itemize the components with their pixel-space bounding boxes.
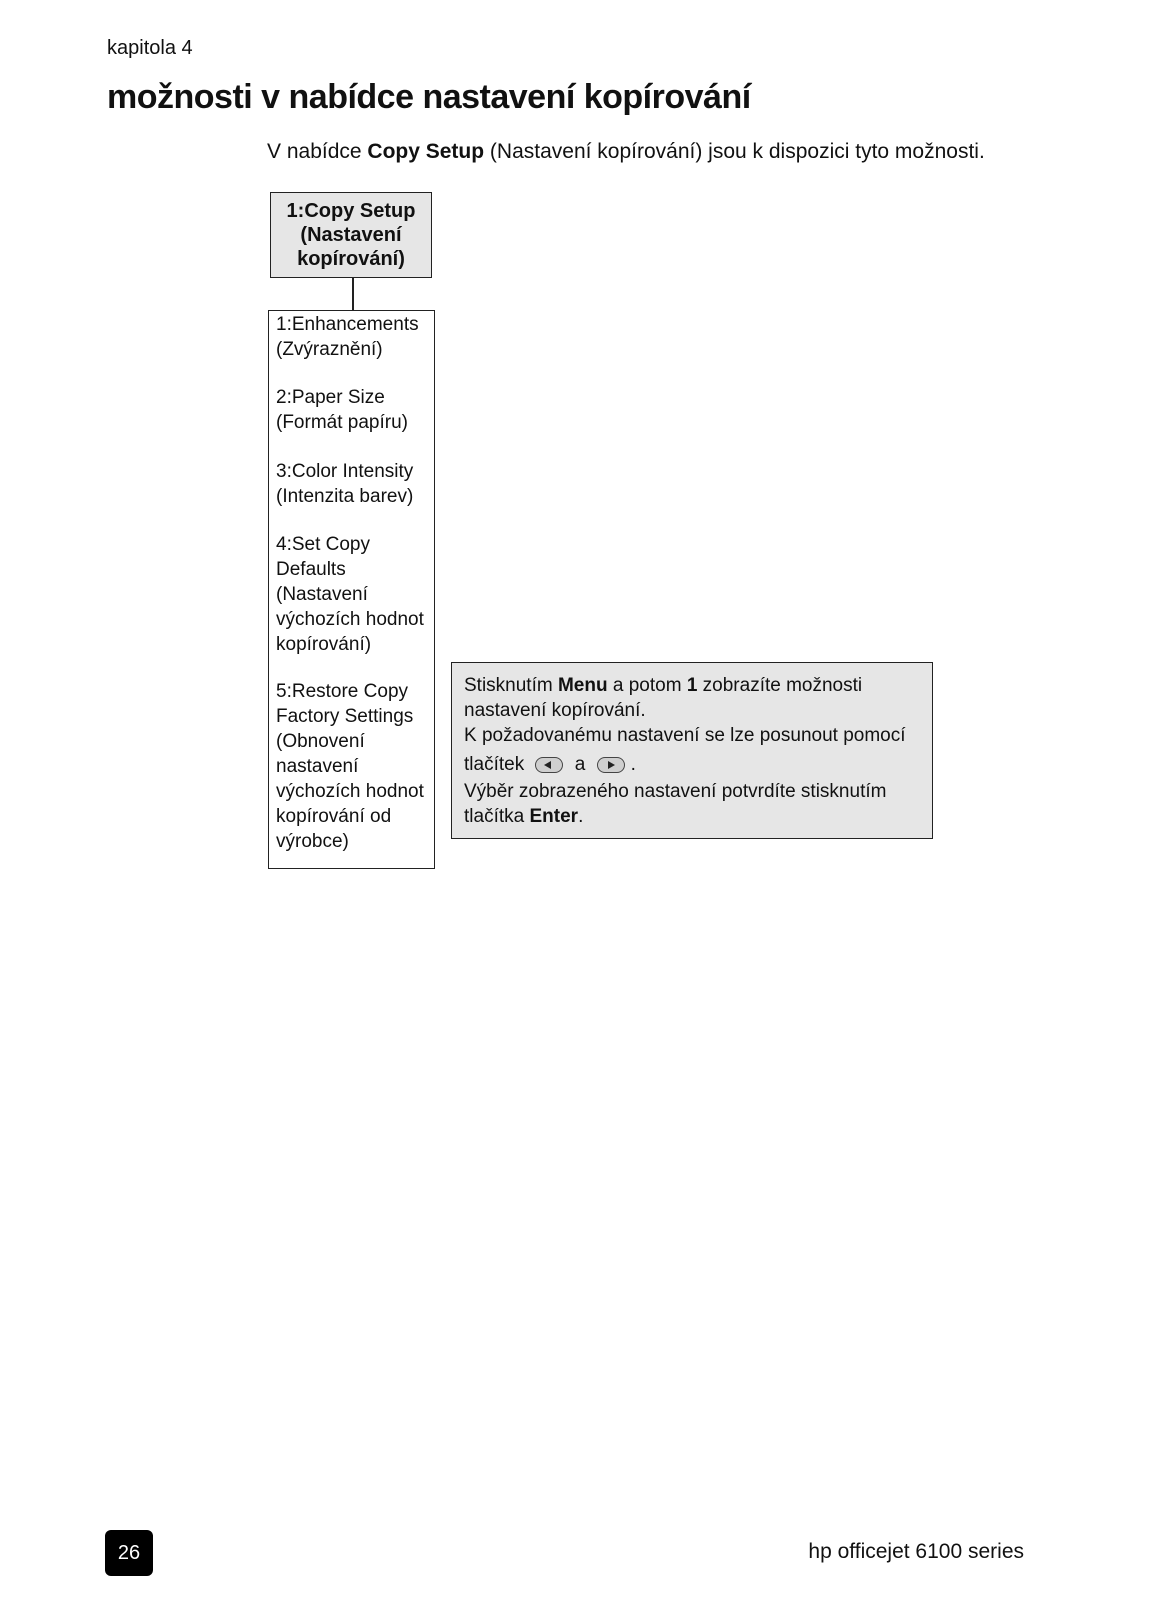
menu-item-line: kopírování od bbox=[276, 806, 392, 827]
instruction-text: zobrazíte možnosti bbox=[697, 675, 863, 696]
menu-item-line: (Intenzita barev) bbox=[276, 486, 414, 507]
instructions-box bbox=[451, 662, 933, 839]
menu-item-line: (Formát papíru) bbox=[276, 412, 408, 433]
menu-head-line: (Nastavení bbox=[300, 224, 402, 246]
instruction-text: Stisknutím bbox=[464, 675, 558, 696]
menu-item-line: (Obnovení bbox=[276, 731, 365, 752]
menu-item-line: výchozích hodnot bbox=[276, 609, 424, 630]
menu-item-restore-factory-settings bbox=[276, 679, 436, 854]
menu-item-paper-size bbox=[276, 385, 436, 435]
intro-prefix: V nabídce bbox=[267, 140, 368, 163]
menu-item-enhancements bbox=[276, 312, 436, 362]
menu-item-line: kopírování) bbox=[276, 634, 372, 655]
menu-head-line: kopírování) bbox=[297, 248, 405, 270]
right-arrow-button-icon bbox=[597, 757, 625, 773]
menu-item-line: Defaults bbox=[276, 559, 346, 580]
menu-item-line: výchozích hodnot bbox=[276, 781, 424, 802]
menu-item-line: nastavení bbox=[276, 756, 359, 777]
instruction-text: . bbox=[578, 806, 584, 827]
instruction-text: a potom bbox=[607, 675, 687, 696]
instruction-line: K požadovanému nastavení se lze posunout pomocí bbox=[464, 725, 906, 746]
menu-item-color-intensity bbox=[276, 459, 436, 509]
instruction-line: Výběr zobrazeného nastavení potvrdíte stisknutím bbox=[464, 781, 887, 802]
menu-item-line: Factory Settings bbox=[276, 706, 414, 727]
menu-item-line: 4:Set Copy bbox=[276, 534, 370, 555]
menu-options-box bbox=[268, 310, 435, 869]
enter-key-label: Enter bbox=[529, 806, 579, 827]
intro-suffix: (Nastavení kopírování) jsou k dispozici tyto možnosti. bbox=[484, 140, 985, 163]
instruction-text: a bbox=[574, 754, 586, 775]
key-one-label: 1 bbox=[686, 675, 698, 696]
instruction-line bbox=[464, 673, 920, 698]
instruction-text: tlačítek bbox=[464, 754, 525, 775]
instruction-line: nastavení kopírování. bbox=[464, 700, 646, 721]
menu-item-line: 3:Color Intensity bbox=[276, 461, 414, 482]
menu-head-line: 1:Copy Setup bbox=[286, 200, 416, 222]
menu-item-line: 5:Restore Copy bbox=[276, 681, 409, 702]
menu-connector-line bbox=[352, 278, 354, 310]
intro-bold: Copy Setup bbox=[367, 140, 485, 163]
instruction-line bbox=[464, 752, 920, 777]
copy-setup-menu-box bbox=[270, 192, 432, 278]
instruction-text: . bbox=[630, 754, 636, 775]
footer-product-name: hp officejet 6100 series bbox=[808, 1540, 1024, 1563]
menu-item-line: 1:Enhancements bbox=[276, 314, 419, 335]
menu-item-line: 2:Paper Size bbox=[276, 387, 385, 408]
menu-item-set-copy-defaults bbox=[276, 532, 436, 657]
instruction-text: tlačítka bbox=[464, 806, 530, 827]
page-title: možnosti v nabídce nastavení kopírování bbox=[107, 78, 751, 116]
left-arrow-button-icon bbox=[535, 757, 563, 773]
menu-item-line: (Zvýraznění) bbox=[276, 339, 383, 360]
instruction-line bbox=[464, 804, 920, 829]
menu-item-line: (Nastavení bbox=[276, 584, 368, 605]
page-number: 26 bbox=[105, 1530, 153, 1576]
chapter-label: kapitola 4 bbox=[107, 37, 193, 59]
intro-paragraph bbox=[267, 140, 985, 164]
menu-item-line: výrobce) bbox=[276, 831, 349, 852]
menu-key-label: Menu bbox=[557, 675, 608, 696]
